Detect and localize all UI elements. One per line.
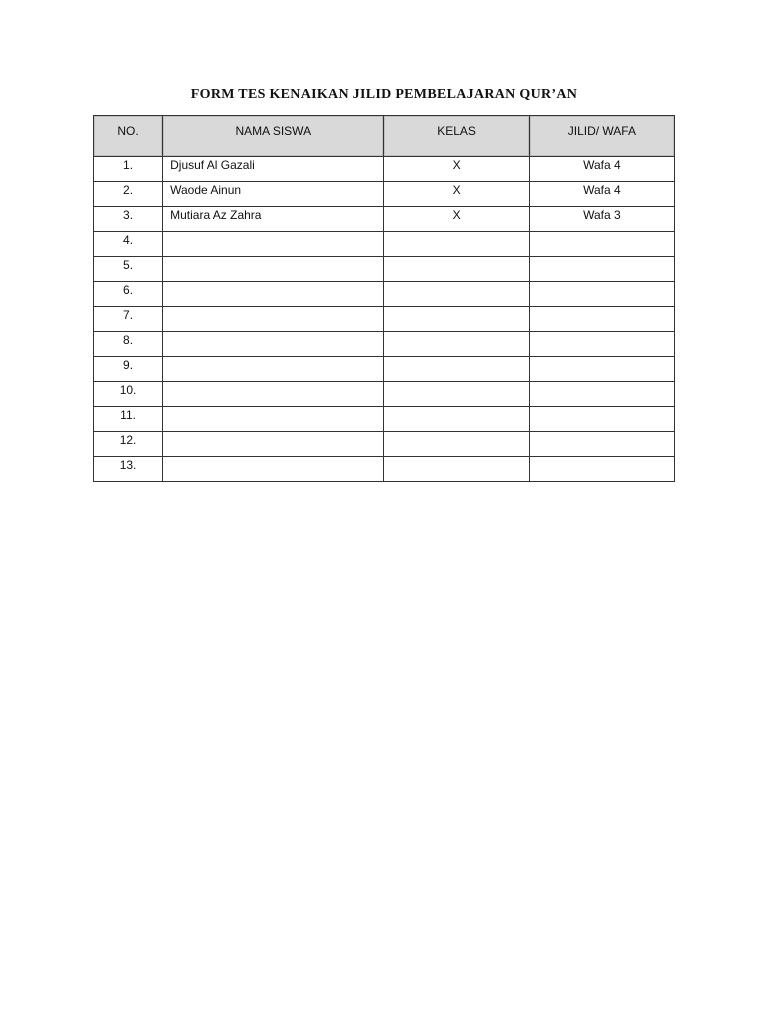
cell-nama-siswa xyxy=(163,407,384,432)
cell-kelas: X xyxy=(384,207,529,232)
cell-kelas: X xyxy=(384,182,529,207)
cell-kelas xyxy=(384,457,529,482)
header-kelas: KELAS xyxy=(384,116,529,157)
cell-nama-siswa xyxy=(163,457,384,482)
cell-nama-siswa xyxy=(163,282,384,307)
table-row xyxy=(94,157,675,182)
cell-kelas xyxy=(384,307,529,332)
header-nama-siswa: NAMA SISWA xyxy=(163,116,384,157)
cell-nama-siswa xyxy=(163,382,384,407)
cell-nama-siswa: Djusuf Al Gazali xyxy=(163,157,384,182)
table-row xyxy=(94,207,675,232)
cell-kelas xyxy=(384,357,529,382)
table-row xyxy=(94,357,675,382)
cell-jilid-wafa: Wafa 3 xyxy=(529,207,674,232)
header-row xyxy=(94,116,675,157)
cell-jilid-wafa xyxy=(529,457,674,482)
table-row xyxy=(94,282,675,307)
cell-no: 8. xyxy=(94,332,163,357)
cell-no: 2. xyxy=(94,182,163,207)
header-no: NO. xyxy=(94,116,163,157)
cell-nama-siswa: Mutiara Az Zahra xyxy=(163,207,384,232)
cell-nama-siswa xyxy=(163,257,384,282)
cell-no: 7. xyxy=(94,307,163,332)
cell-nama-siswa xyxy=(163,232,384,257)
cell-jilid-wafa: Wafa 4 xyxy=(529,157,674,182)
page-title: FORM TES KENAIKAN JILID PEMBELAJARAN QUR’AN xyxy=(190,87,578,102)
table-header xyxy=(94,116,675,157)
table-row xyxy=(94,307,675,332)
table-row xyxy=(94,257,675,282)
cell-kelas xyxy=(384,432,529,457)
table-row xyxy=(94,457,675,482)
cell-nama-siswa xyxy=(163,307,384,332)
table-row xyxy=(94,182,675,207)
cell-kelas xyxy=(384,257,529,282)
student-table xyxy=(93,115,675,482)
cell-jilid-wafa: Wafa 4 xyxy=(529,182,674,207)
cell-jilid-wafa xyxy=(529,332,674,357)
cell-jilid-wafa xyxy=(529,282,674,307)
table-row xyxy=(94,432,675,457)
table-row xyxy=(94,407,675,432)
cell-no: 11. xyxy=(94,407,163,432)
cell-jilid-wafa xyxy=(529,407,674,432)
cell-kelas xyxy=(384,232,529,257)
cell-jilid-wafa xyxy=(529,382,674,407)
table-row xyxy=(94,232,675,257)
cell-no: 1. xyxy=(94,157,163,182)
cell-no: 6. xyxy=(94,282,163,307)
cell-kelas xyxy=(384,332,529,357)
cell-no: 5. xyxy=(94,257,163,282)
cell-jilid-wafa xyxy=(529,357,674,382)
cell-nama-siswa xyxy=(163,332,384,357)
cell-nama-siswa xyxy=(163,357,384,382)
cell-kelas: X xyxy=(384,157,529,182)
cell-no: 9. xyxy=(94,357,163,382)
cell-nama-siswa xyxy=(163,432,384,457)
cell-kelas xyxy=(384,282,529,307)
cell-jilid-wafa xyxy=(529,432,674,457)
table-row xyxy=(94,382,675,407)
table-body xyxy=(94,157,675,482)
cell-no: 10. xyxy=(94,382,163,407)
cell-no: 4. xyxy=(94,232,163,257)
header-jilid-wafa: JILID/ WAFA xyxy=(529,116,674,157)
cell-nama-siswa: Waode Ainun xyxy=(163,182,384,207)
cell-jilid-wafa xyxy=(529,232,674,257)
cell-jilid-wafa xyxy=(529,307,674,332)
cell-no: 13. xyxy=(94,457,163,482)
cell-no: 3. xyxy=(94,207,163,232)
cell-jilid-wafa xyxy=(529,257,674,282)
table-row xyxy=(94,332,675,357)
cell-kelas xyxy=(384,382,529,407)
cell-kelas xyxy=(384,407,529,432)
cell-no: 12. xyxy=(94,432,163,457)
